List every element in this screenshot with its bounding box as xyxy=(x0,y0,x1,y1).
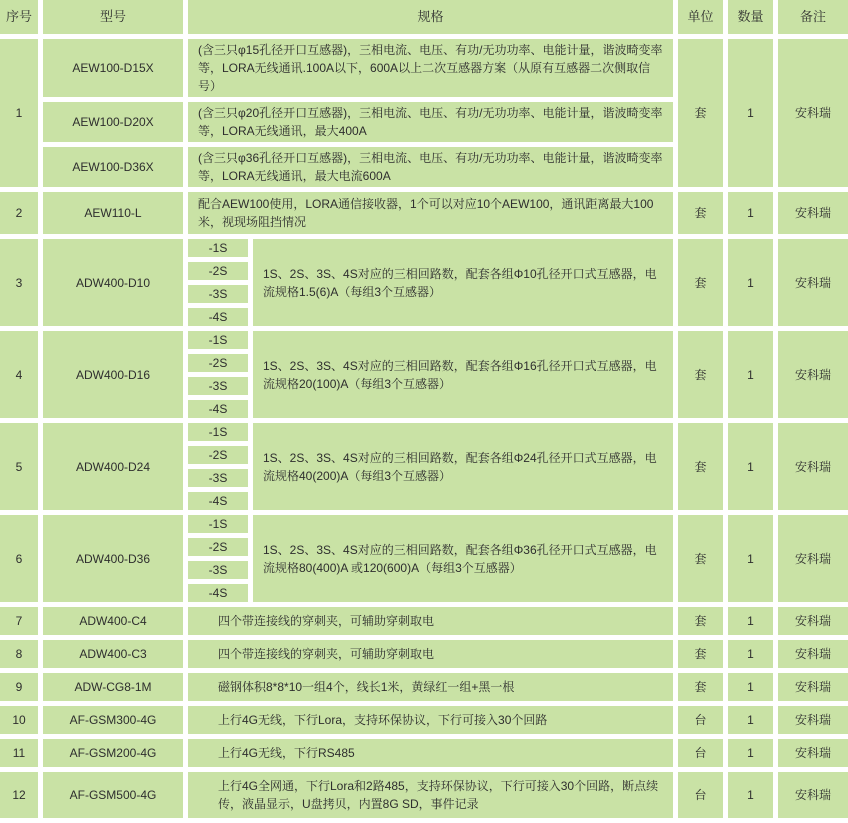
model-suffix-cell: -3S xyxy=(188,285,248,303)
model-cell: ADW400-C3 xyxy=(43,640,183,668)
spec-cell: 上行4G全网通，下行Lora和2路485，支持环保协议，下行可接入30个回路，断点续传，液晶显示，U盘拷贝，内置8G SD，事件记录 xyxy=(188,772,673,818)
remark-cell: 安科瑞 xyxy=(778,673,848,701)
qty-cell: 1 xyxy=(728,239,773,326)
qty-cell: 1 xyxy=(728,607,773,635)
remark-cell: 安科瑞 xyxy=(778,739,848,767)
table-row xyxy=(0,192,848,234)
qty-cell: 1 xyxy=(728,192,773,234)
serial-cell: 3 xyxy=(0,239,38,326)
spec-cell: 上行4G无线，下行RS485 xyxy=(188,739,673,767)
model-suffix-cell: -4S xyxy=(188,308,248,326)
spec-cell: 配合AEW100使用，LORA通信接收器，1个可以对应10个AEW100，通讯距离最大100米，视现场阻挡情况 xyxy=(188,192,673,234)
header-row xyxy=(0,0,848,34)
model-cell: AF-GSM500-4G xyxy=(43,772,183,818)
model-cell: ADW400-C4 xyxy=(43,607,183,635)
serial-cell: 4 xyxy=(0,331,38,418)
model-suffix-cell: -4S xyxy=(188,492,248,510)
serial-cell: 5 xyxy=(0,423,38,510)
qty-cell: 1 xyxy=(728,39,773,187)
remark-cell: 安科瑞 xyxy=(778,515,848,602)
serial-cell: 9 xyxy=(0,673,38,701)
serial-cell: 8 xyxy=(0,640,38,668)
model-suffix-cell: -3S xyxy=(188,561,248,579)
unit-cell: 套 xyxy=(678,331,723,418)
model-cell: ADW-CG8-1M xyxy=(43,673,183,701)
remark-cell: 安科瑞 xyxy=(778,192,848,234)
serial-cell: 2 xyxy=(0,192,38,234)
remark-cell: 安科瑞 xyxy=(778,772,848,818)
model-suffix-cell: -2S xyxy=(188,354,248,372)
remark-cell: 安科瑞 xyxy=(778,39,848,187)
model-cell: ADW400-D24 xyxy=(43,423,183,510)
unit-cell: 套 xyxy=(678,515,723,602)
table-row xyxy=(0,706,848,734)
model-suffix-cell: -1S xyxy=(188,423,248,441)
remark-cell: 安科瑞 xyxy=(778,423,848,510)
remark-cell: 安科瑞 xyxy=(778,331,848,418)
qty-cell: 1 xyxy=(728,673,773,701)
spec-cell: 1S、2S、3S、4S对应的三相回路数，配套各组Φ16孔径开口式互感器，电流规格20(100)A（每组3个互感器） xyxy=(253,331,673,418)
qty-cell: 1 xyxy=(728,772,773,818)
col-header-remark: 备注 xyxy=(778,0,848,34)
model-cell: AEW110-L xyxy=(43,192,183,234)
spec-cell: (含三只φ20孔径开口互感器)，三相电流、电压、有功/无功功率、电能计量，谐波畸变率等，LORA无线通讯，最大400A xyxy=(188,102,673,142)
col-header-model: 型号 xyxy=(43,0,183,34)
remark-cell: 安科瑞 xyxy=(778,239,848,326)
unit-cell: 台 xyxy=(678,706,723,734)
unit-cell: 套 xyxy=(678,673,723,701)
model-suffix-cell: -4S xyxy=(188,400,248,418)
spec-cell: 1S、2S、3S、4S对应的三相回路数，配套各组Φ36孔径开口式互感器，电流规格80(400)A 或120(600)A（每组3个互感器） xyxy=(253,515,673,602)
table-row xyxy=(0,607,848,635)
table-row xyxy=(0,515,848,533)
table-row xyxy=(0,331,848,349)
qty-cell: 1 xyxy=(728,706,773,734)
model-cell: AEW100-D20X xyxy=(43,102,183,142)
model-suffix-cell: -1S xyxy=(188,239,248,257)
col-header-qty: 数量 xyxy=(728,0,773,34)
spec-cell: (含三只φ15孔径开口互感器)，三相电流、电压、有功/无功功率、电能计量，谐波畸变率等，LORA无线通讯.100A以下，600A以上二次互感器方案（从原有互感器二次侧取信号） xyxy=(188,39,673,97)
serial-cell: 12 xyxy=(0,772,38,818)
qty-cell: 1 xyxy=(728,515,773,602)
qty-cell: 1 xyxy=(728,739,773,767)
model-cell: ADW400-D36 xyxy=(43,515,183,602)
model-cell: AF-GSM200-4G xyxy=(43,739,183,767)
unit-cell: 台 xyxy=(678,739,723,767)
table-row xyxy=(0,739,848,767)
model-suffix-cell: -3S xyxy=(188,377,248,395)
unit-cell: 台 xyxy=(678,772,723,818)
table-row xyxy=(0,239,848,257)
col-header-unit: 单位 xyxy=(678,0,723,34)
model-cell: AEW100-D15X xyxy=(43,39,183,97)
model-cell: AEW100-D36X xyxy=(43,147,183,187)
spec-cell: 磁钢体积8*8*10一组4个，线长1米，黄绿红一组+黑一根 xyxy=(188,673,673,701)
table-row xyxy=(0,39,848,97)
remark-cell: 安科瑞 xyxy=(778,706,848,734)
spec-cell: (含三只φ36孔径开口互感器)，三相电流、电压、有功/无功功率、电能计量，谐波畸变率等，LORA无线通讯，最大电流600A xyxy=(188,147,673,187)
model-suffix-cell: -2S xyxy=(188,262,248,280)
serial-cell: 10 xyxy=(0,706,38,734)
model-cell: AF-GSM300-4G xyxy=(43,706,183,734)
unit-cell: 套 xyxy=(678,39,723,187)
model-suffix-cell: -4S xyxy=(188,584,248,602)
unit-cell: 套 xyxy=(678,640,723,668)
spec-cell: 上行4G无线，下行Lora，支持环保协议，下行可接入30个回路 xyxy=(188,706,673,734)
serial-cell: 1 xyxy=(0,39,38,187)
spec-cell: 四个带连接线的穿刺夹，可辅助穿刺取电 xyxy=(188,607,673,635)
spec-cell: 1S、2S、3S、4S对应的三相回路数，配套各组Φ10孔径开口式互感器，电流规格1.5(6)A（每组3个互感器） xyxy=(253,239,673,326)
unit-cell: 套 xyxy=(678,423,723,510)
table-row xyxy=(0,423,848,441)
table-row xyxy=(0,640,848,668)
serial-cell: 6 xyxy=(0,515,38,602)
remark-cell: 安科瑞 xyxy=(778,607,848,635)
model-suffix-cell: -1S xyxy=(188,331,248,349)
model-cell: ADW400-D16 xyxy=(43,331,183,418)
qty-cell: 1 xyxy=(728,331,773,418)
qty-cell: 1 xyxy=(728,640,773,668)
model-suffix-cell: -2S xyxy=(188,538,248,556)
model-suffix-cell: -1S xyxy=(188,515,248,533)
unit-cell: 套 xyxy=(678,607,723,635)
qty-cell: 1 xyxy=(728,423,773,510)
model-suffix-cell: -2S xyxy=(188,446,248,464)
spec-cell: 四个带连接线的穿刺夹，可辅助穿刺取电 xyxy=(188,640,673,668)
spec-cell: 1S、2S、3S、4S对应的三相回路数，配套各组Φ24孔径开口式互感器，电流规格40(200)A（每组3个互感器） xyxy=(253,423,673,510)
table-row xyxy=(0,772,848,818)
remark-cell: 安科瑞 xyxy=(778,640,848,668)
model-suffix-cell: -3S xyxy=(188,469,248,487)
serial-cell: 7 xyxy=(0,607,38,635)
col-header-serial: 序号 xyxy=(0,0,38,34)
col-header-spec: 规格 xyxy=(188,0,673,34)
unit-cell: 套 xyxy=(678,239,723,326)
table-row xyxy=(0,673,848,701)
model-cell: ADW400-D10 xyxy=(43,239,183,326)
unit-cell: 套 xyxy=(678,192,723,234)
serial-cell: 11 xyxy=(0,739,38,767)
